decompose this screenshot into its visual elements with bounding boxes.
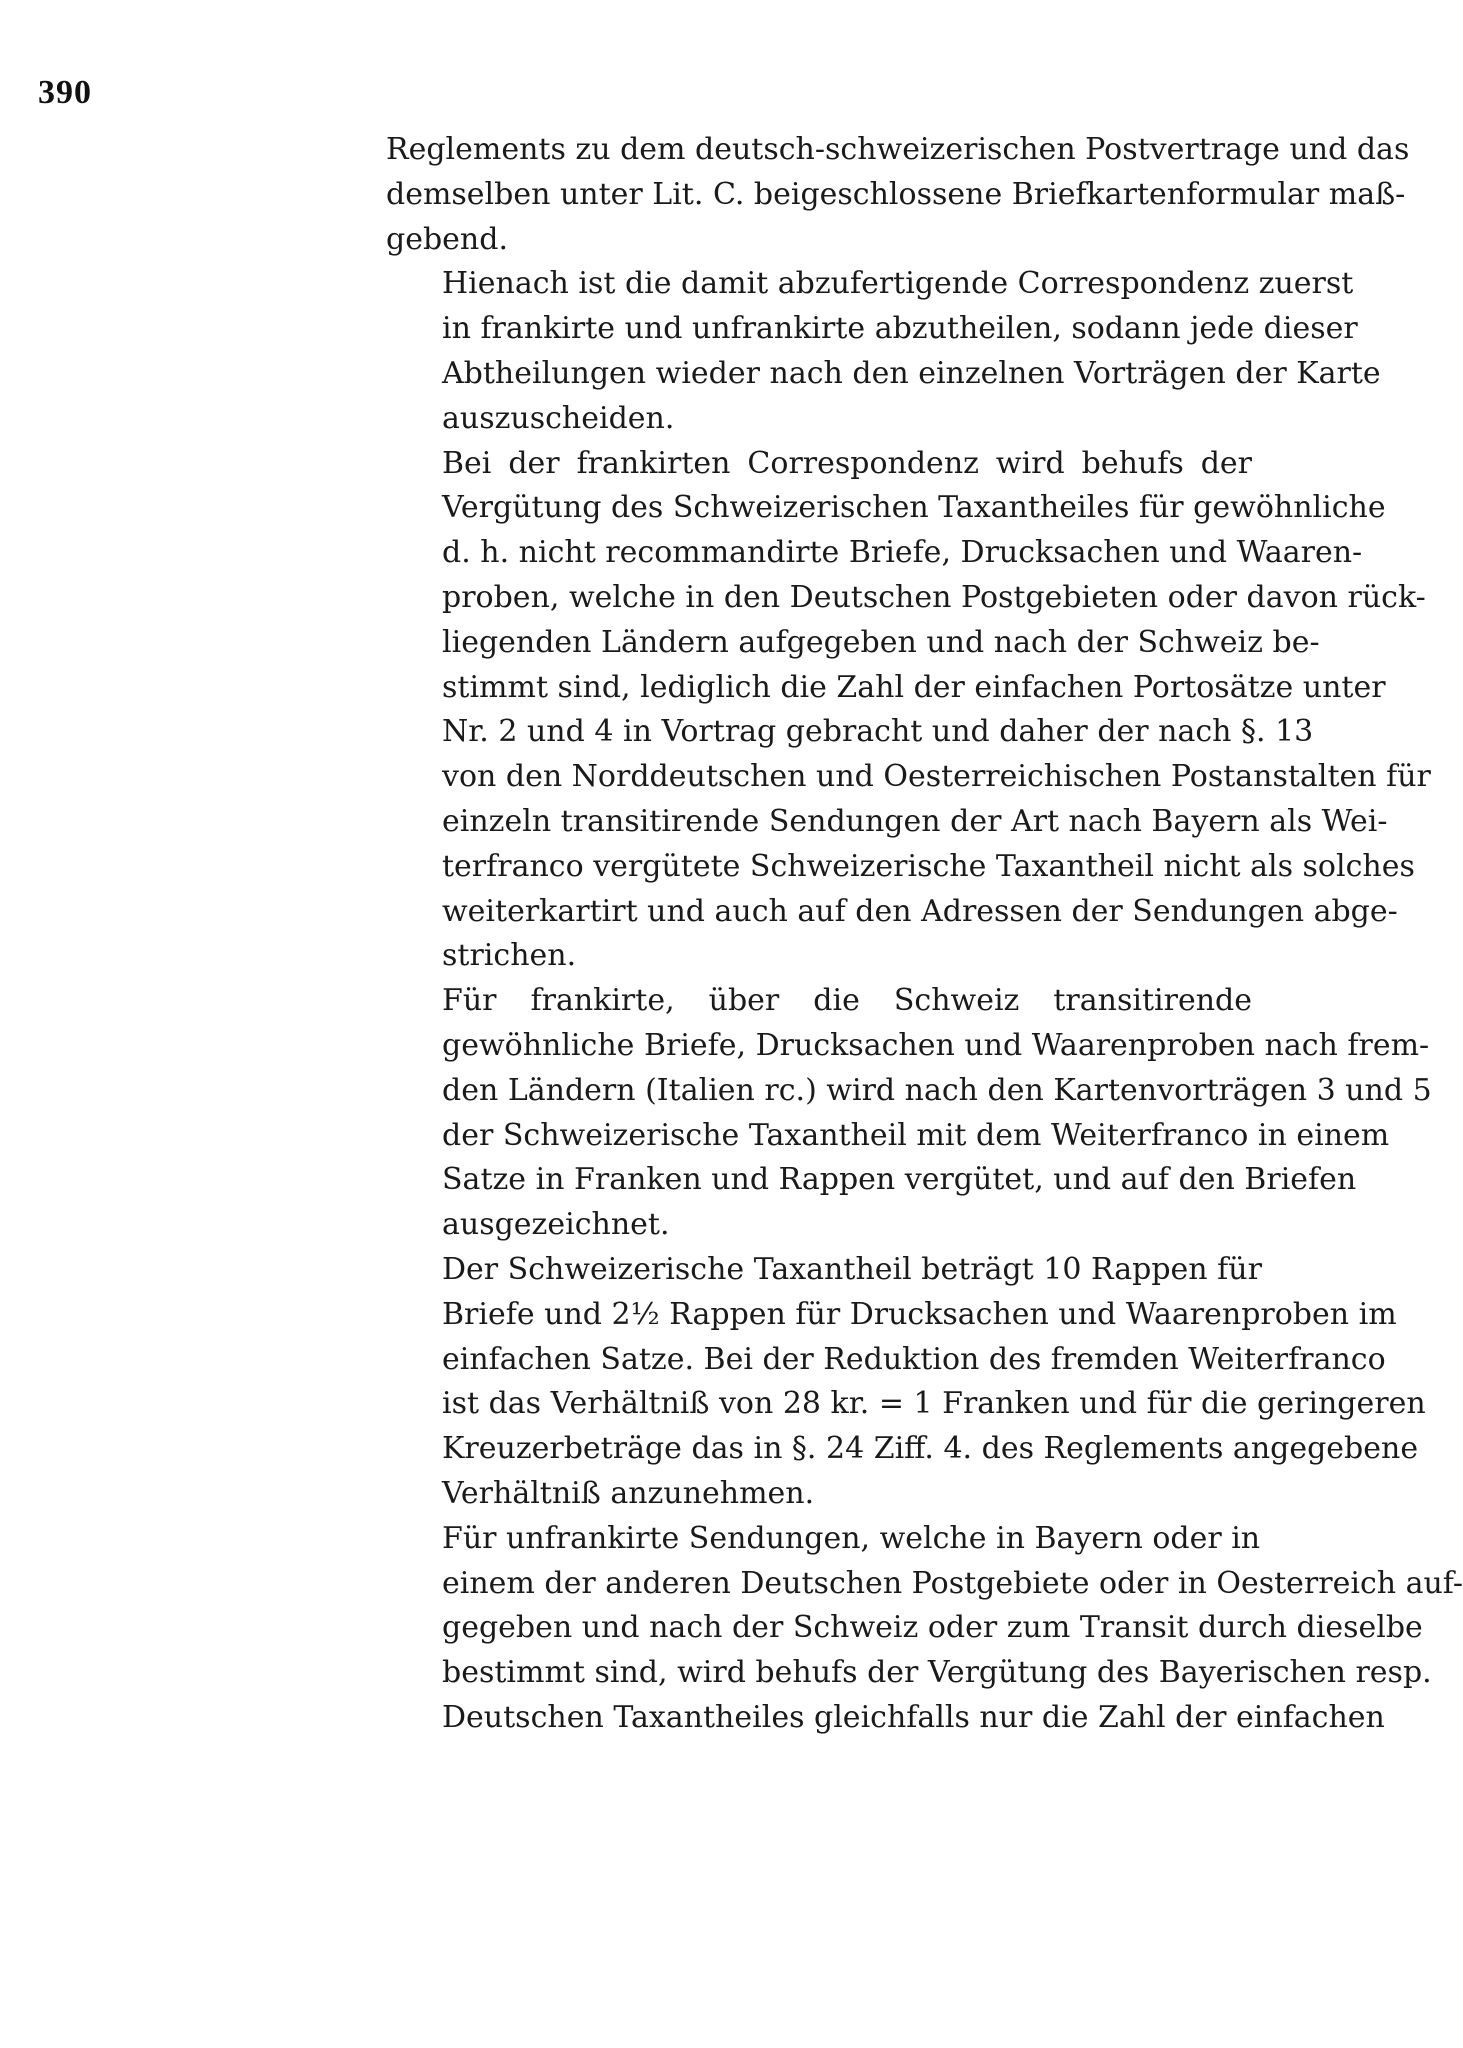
text-line: terfranco vergütete Schweizerische Taxantheil nicht als solches [442,848,1415,884]
text-line: Satze in Franken und Rappen vergütet, und auf den Briefen [442,1162,1357,1198]
text-line: auszuscheiden. [442,400,675,436]
text-line: Vergütung des Schweizerischen Taxantheiles für gewöhnliche [442,490,1386,526]
text-line: in frankirte und unfrankirte abzutheilen, sodann jede dieser [442,311,1358,347]
paragraph [386,128,1410,262]
text-line: von den Norddeutschen und Oesterreichischen Postanstalten für [442,759,1431,795]
text-line: Der Schweizerische Taxantheil beträgt 10 Rappen für [442,1251,1262,1287]
text-line: Abtheilungen wieder nach den einzelnen Vorträgen der Karte [442,355,1381,391]
text-line: stimmt sind, lediglich die Zahl der einfachen Portosätze unter [442,669,1386,705]
text-line: Reglements zu dem deutsch-schweizerischen Postvertrage und das [386,132,1410,167]
page-number: 390 [38,74,92,111]
text-line: ist das Verhältniß von 28 kr. = 1 Franken und für die geringeren [442,1386,1426,1422]
text-line: Für unfrankirte Sendungen, welche in Bayern oder in [442,1520,1261,1556]
text-line: demselben unter Lit. C. beigeschlossene Briefkartenformular maß- [386,176,1406,212]
text-line: liegenden Ländern aufgegeben und nach der Schweiz be- [442,624,1320,660]
text-line: Briefe und 2½ Rappen für Drucksachen und Waarenproben im [442,1296,1397,1332]
paragraph [386,1248,1426,1517]
text-line: weiterkartirt und auch auf den Adressen der Sendungen abge- [442,893,1398,929]
text-line: strichen. [442,938,577,974]
text-line: gegeben und nach der Schweiz oder zum Transit durch dieselbe [442,1610,1423,1646]
text-line: einem der anderen Deutschen Postgebiete oder in Oesterreich auf- [442,1565,1463,1601]
text-line: d. h. nicht recommandirte Briefe, Drucksachen und Waaren- [442,535,1363,571]
text-line: gewöhnliche Briefe, Drucksachen und Waarenproben nach frem- [442,1027,1430,1063]
text-line: proben, welche in den Deutschen Postgebieten oder davon rück- [442,579,1426,615]
text-line: Kreuzerbeträge das in §. 24 Ziff. 4. des Reglements angegebene [442,1431,1419,1467]
paragraph [386,979,1432,1248]
text-line: Nr. 2 und 4 in Vortrag gebracht und daher der nach §. 13 [442,714,1314,750]
text-line: der Schweizerische Taxantheil mit dem Weiterfranco in einem [442,1117,1390,1153]
paragraph [386,442,1431,980]
paragraph [386,1517,1463,1741]
body-text [386,128,1463,1741]
text-line: Für frankirte, über die Schweiz transitirende [442,983,1252,1019]
text-line: bestimmt sind, wird behufs der Vergütung des Bayerischen resp. [442,1655,1432,1691]
text-line: Bei der frankirten Correspondenz wird behufs der [442,445,1252,481]
text-line: den Ländern (Italien rc.) wird nach den Kartenvorträgen 3 und 5 [442,1072,1432,1108]
text-line: Verhältniß anzunehmen. [442,1475,815,1511]
text-line: Deutschen Taxantheiles gleichfalls nur die Zahl der einfachen [442,1699,1385,1735]
text-line: einfachen Satze. Bei der Reduktion des fremden Weiterfranco [442,1341,1386,1377]
text-line: einzeln transitirende Sendungen der Art nach Bayern als Wei- [442,803,1388,839]
text-line: gebend. [386,221,508,257]
paragraph [386,262,1381,441]
text-line: Hienach ist die damit abzufertigende Correspondenz zuerst [442,266,1354,302]
text-line: ausgezeichnet. [442,1207,670,1243]
